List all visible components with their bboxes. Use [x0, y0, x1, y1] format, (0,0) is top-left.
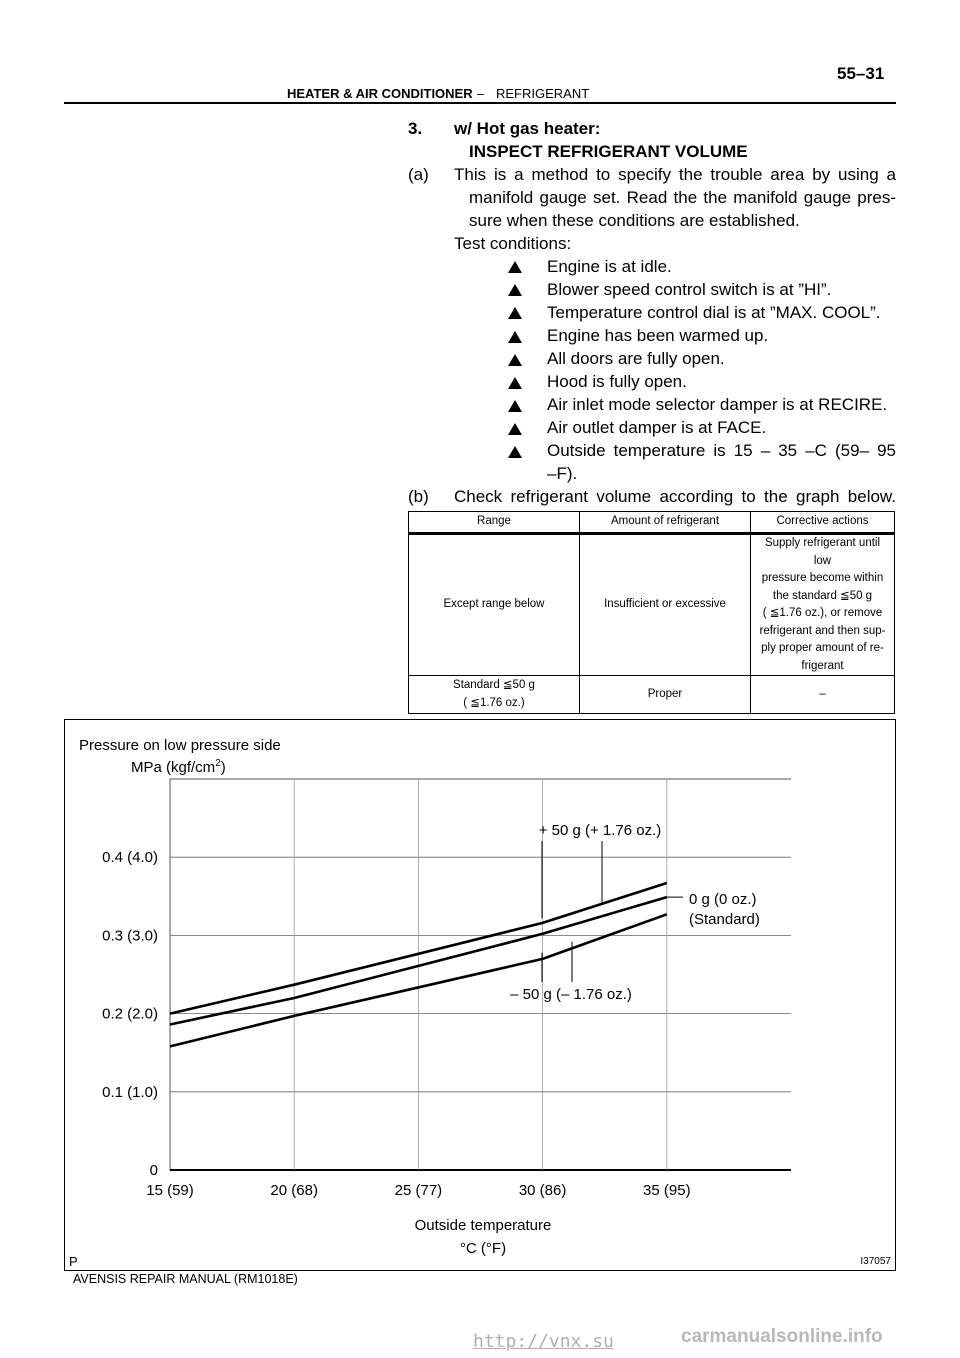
- action-line: pressure become within: [761, 572, 884, 584]
- bullet-icon: [508, 400, 522, 412]
- header-separator: –: [477, 86, 485, 101]
- condition-item: Temperature control dial is at ”MAX. COOL”.: [547, 303, 881, 322]
- action-line: frigerant: [801, 659, 844, 672]
- item-b-text: Check refrigerant volume according to the graph below.: [454, 487, 896, 506]
- item-a-line-1: This is a method to specify the trouble area by using a: [454, 165, 896, 184]
- x-tick-label: 20 (68): [270, 1182, 318, 1199]
- table-row: [409, 676, 895, 714]
- x-axis-title: Outside temperature: [414, 1217, 552, 1234]
- action-line: refrigerant and then sup-: [759, 624, 886, 637]
- watermark-url: http://vnx.su: [473, 1331, 614, 1352]
- y-axis-unit-superscript: 2: [215, 758, 221, 769]
- step-condition: w/ Hot gas heater:: [454, 119, 601, 138]
- item-a-label: (a): [408, 165, 429, 184]
- step-title: INSPECT REFRIGERANT VOLUME: [469, 142, 748, 161]
- table-cell-amount: Insufficient or excessive: [580, 534, 751, 676]
- bullet-icon: [508, 446, 522, 458]
- table-cell-range: [409, 676, 580, 714]
- x-tick-label: 30 (86): [518, 1182, 567, 1199]
- table-header-row: [409, 512, 895, 534]
- header-section-title: HEATER & AIR CONDITIONER: [287, 86, 473, 101]
- table-cell-action: [751, 534, 895, 676]
- condition-item: Air inlet mode selector damper is at RECIRE.: [547, 395, 888, 414]
- condition-item: Engine is at idle.: [547, 257, 672, 276]
- condition-item: Hood is fully open.: [547, 372, 687, 391]
- table-header-cell: Amount of refrigerant: [580, 512, 751, 534]
- y-tick-label: 0.1 (1.0): [102, 1083, 158, 1101]
- bullet-icon: [508, 307, 522, 319]
- range-line: Standard ≦50 g: [453, 679, 535, 691]
- range-line: ( ≦1.76 oz.): [463, 696, 525, 709]
- bullet-icon: [508, 284, 522, 296]
- y-tick-label: 0.4 (4.0): [102, 849, 158, 867]
- y-axis-title: Pressure on low pressure side: [79, 737, 281, 754]
- y-axis-unit-text: MPa (kgf/cm: [131, 759, 216, 776]
- series-label: + 50 g (+ 1.76 oz.): [538, 822, 662, 839]
- action-line: ( ≦1.76 oz.), or remove: [762, 607, 883, 619]
- table-cell-range: Except range below: [409, 534, 580, 676]
- x-tick-label: 25 (77): [394, 1182, 443, 1199]
- header-subsection: REFRIGERANT: [496, 86, 590, 101]
- action-line: Supply refrigerant until low: [764, 537, 881, 567]
- y-axis-unit: [131, 758, 226, 776]
- condition-continuation: –F).: [547, 464, 578, 483]
- condition-item: Engine has been warmed up.: [547, 326, 769, 345]
- table-header-cell: Range: [409, 512, 580, 534]
- bullet-icon: [508, 377, 522, 389]
- figure-code: I37057: [860, 1256, 891, 1267]
- bullet-icon: [508, 261, 522, 273]
- page-number: 55–31: [837, 64, 885, 83]
- test-conditions-label: Test conditions:: [454, 234, 572, 253]
- bullet-icon: [508, 423, 522, 435]
- series-label: – 50 g (– 1.76 oz.): [510, 986, 632, 1003]
- header-section: [287, 86, 473, 101]
- item-a-line-2: manifold gauge set. Read the the manifold gauge pres-: [469, 188, 896, 207]
- series-label: (Standard): [689, 911, 760, 928]
- condition-item: Air outlet damper is at FACE.: [547, 418, 767, 437]
- bullet-icon: [508, 354, 522, 366]
- bullet-icon: [508, 331, 522, 343]
- table-row: [409, 534, 895, 676]
- x-tick-label: 35 (95): [643, 1182, 691, 1199]
- table-header-cell: Corrective actions: [751, 512, 895, 534]
- condition-item: All doors are fully open.: [547, 349, 725, 368]
- footer-manual-title: AVENSIS REPAIR MANUAL (RM1018E): [73, 1272, 298, 1286]
- action-line: ply proper amount of re-: [761, 642, 884, 654]
- step-number: 3.: [408, 119, 423, 138]
- x-axis-unit: °C (°F): [459, 1240, 507, 1257]
- y-axis-unit-text: ): [220, 759, 226, 776]
- x-tick-label: 15 (59): [146, 1182, 194, 1199]
- condition-item: Outside temperature is 15 – 35 –C (59– 95: [547, 441, 896, 460]
- watermark-site: carmanualsonline.info: [681, 1326, 883, 1347]
- pressure-chart: [65, 720, 895, 1270]
- item-b-label: (b): [408, 487, 429, 506]
- table-cell-amount: Proper: [580, 676, 751, 714]
- condition-item: Blower speed control switch is at ”HI”.: [547, 280, 832, 299]
- header-rule: [64, 102, 896, 104]
- y-tick-label: 0.2 (2.0): [102, 1005, 158, 1023]
- table-cell-action: –: [751, 676, 895, 714]
- refrigerant-table: [408, 511, 895, 714]
- series-label: 0 g (0 oz.): [689, 891, 757, 908]
- action-line: the standard ≦50 g: [772, 589, 873, 602]
- item-a-line-3: sure when these conditions are established.: [469, 211, 800, 230]
- pressure-chart-figure: [64, 719, 896, 1271]
- y-tick-label: 0.3 (3.0): [102, 927, 158, 945]
- corner-mark: P: [69, 1254, 78, 1269]
- y-tick-label: 0: [149, 1162, 158, 1179]
